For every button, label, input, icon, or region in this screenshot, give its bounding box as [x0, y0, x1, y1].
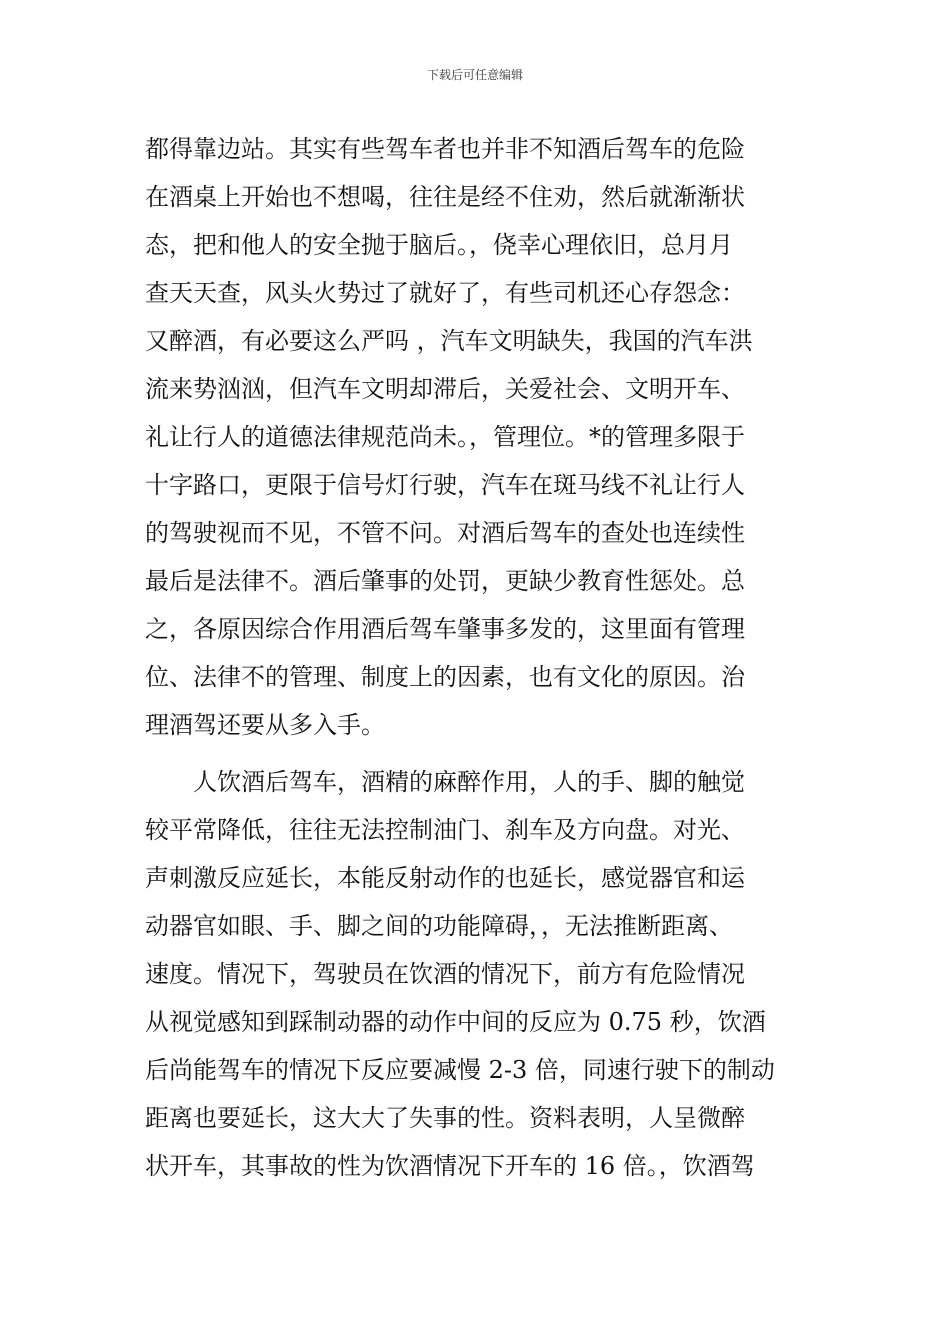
text-line: 最后是法律不。酒后肇事的处罚，更缺少教育性惩处。总 — [145, 567, 745, 595]
text-line: 距离也要延长，这大大了失事的性。资料表明，人呈微醉 — [145, 1104, 745, 1132]
text-line: 后尚能驾车的情况下反应要减慢 2-3 倍，同速行驶下的制动 — [145, 1056, 775, 1084]
paragraph-1 — [145, 125, 807, 749]
text-line: 礼让行人的道德法律规范尚未。，管理位。*的管理多限于 — [145, 423, 745, 451]
text-line: 都得靠边站。其实有些驾车者也并非不知酒后驾车的危险 — [145, 135, 745, 163]
paragraph-2 — [145, 758, 807, 1190]
text-line: 从视觉感知到踩制动器的动作中间的反应为 0.75 秒，饮酒 — [145, 1008, 766, 1036]
text-line: 在酒桌上开始也不想喝，往往是经不住劝，然后就渐渐状 — [145, 183, 745, 211]
text-line: 的驾驶视而不见，不管不问。对酒后驾车的查处也连续性 — [145, 519, 745, 547]
text-line: 状开车，其事故的性为饮酒情况下开车的 16 倍。，饮酒驾 — [145, 1152, 755, 1180]
text-line: 又醉酒，有必要这么严吗 ，汽车文明缺失，我国的汽车洪 — [145, 327, 753, 355]
text-line: 查天天查，风头火势过了就好了，有些司机还心存怨念： — [145, 279, 745, 307]
text-line: 动器官如眼、手、脚之间的功能障碍，，无法推断距离、 — [145, 912, 733, 940]
text-line: 十字路口，更限于信号灯行驶，汽车在斑马线不礼让行人 — [145, 471, 745, 499]
text-line: 人饮酒后驾车，酒精的麻醉作用，人的手、脚的触觉 — [145, 768, 745, 796]
text-line: 位、法律不的管理、制度上的因素，也有文化的原因。治 — [145, 663, 745, 691]
page-header: 下载后可任意编辑 — [426, 68, 523, 82]
body-text — [145, 125, 807, 1190]
text-line: 理酒驾还要从多入手。 — [145, 711, 385, 739]
text-line: 较平常降低，往往无法控制油门、刹车及方向盘。对光、 — [145, 816, 745, 844]
text-line: 声刺激反应延长，本能反射动作的也延长，感觉器官和运 — [145, 864, 745, 892]
text-line: 流来势汹汹，但汽车文明却滞后，关爱社会、文明开车、 — [145, 375, 745, 403]
text-line: 速度。情况下，驾驶员在饮酒的情况下，前方有危险情况 — [145, 960, 745, 988]
text-line: 态，把和他人的安全抛于脑后。，侥幸心理依旧，总月月 — [145, 231, 733, 259]
text-line: 之，各原因综合作用酒后驾车肇事多发的，这里面有管理 — [145, 615, 745, 643]
paragraph-gap — [145, 749, 807, 758]
